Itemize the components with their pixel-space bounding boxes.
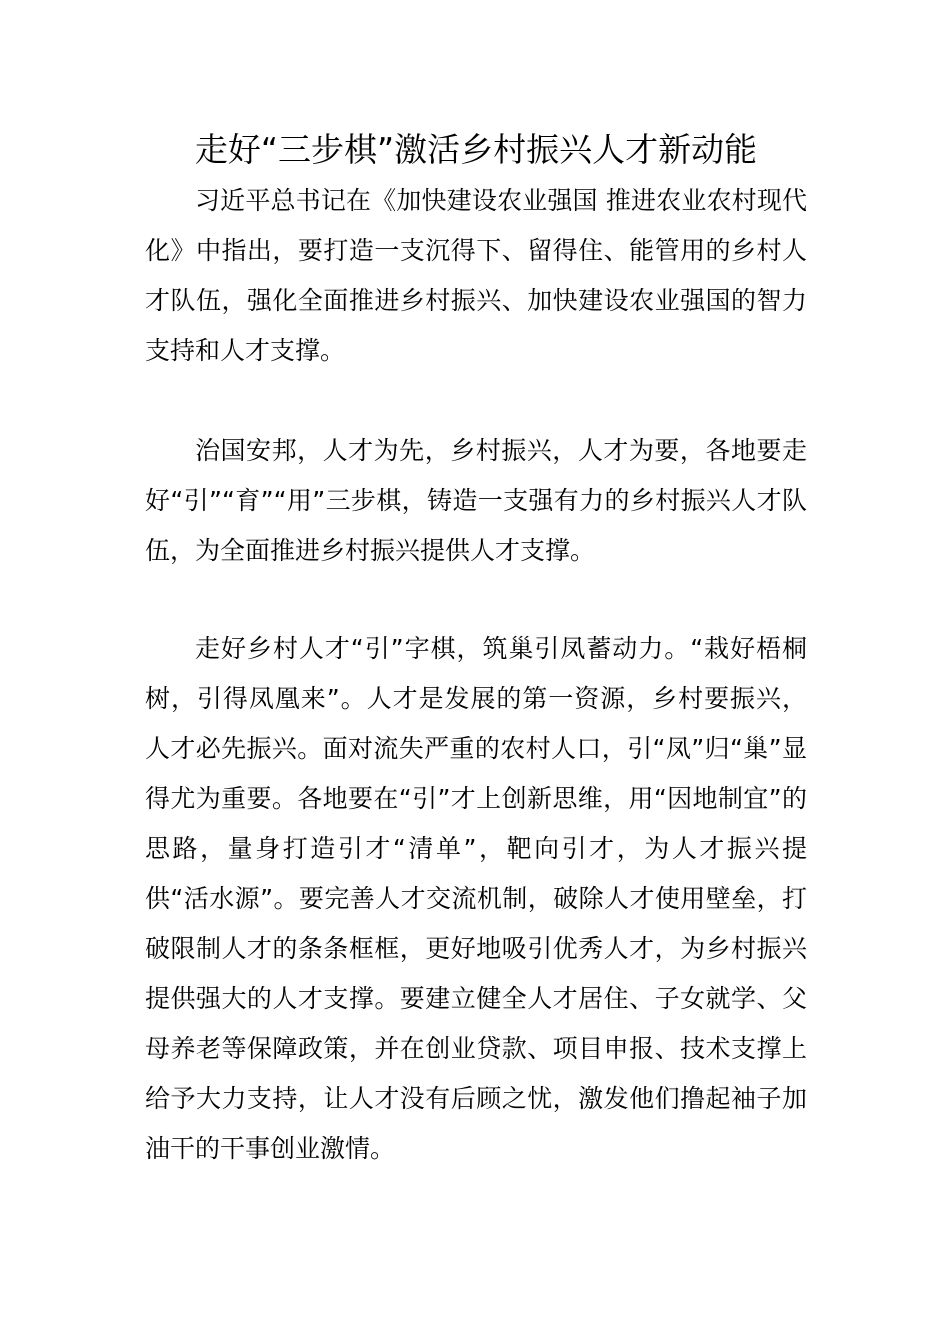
paragraph-intro: 习近平总书记在《加快建设农业强国 推进农业农村现代化》中指出，要打造一支沉得下、留得住、能管用的乡村人才队伍，强化全面推进乡村振兴、加快建设农业强国的智力支持和人才支撑。 — [145, 186, 807, 365]
document-title: 走好“三步棋”激活乡村振兴人才新动能 — [194, 130, 758, 169]
paragraph-overview: 治国安邦，人才为先，乡村振兴，人才为要，各地要走好“引”“育”“用”三步棋，铸造一支强有力的乡村振兴人才队伍，为全面推进乡村振兴提供人才支撑。 — [145, 436, 807, 565]
paragraph-attract-talent: 走好乡村人才“引”字棋，筑巢引凤蓄动力。“栽好梧桐树，引得凤凰来”。人才是发展的第一资源，乡村要振兴，人才必先振兴。面对流失严重的农村人口，引“凤”归“巢”显得尤为重要。各地要在“引”才上创新思维，用“因地制宜”的思路，量身打造引才“清单”，靶向引才，为人才振兴提供“活水源”。要完善人才交流机制，破除人才使用壁垒，打破限制人才的条条框框，更好地吸引优秀人才，为乡村振兴提供强大的人才支撑。要建立健全人才居住、子女就学、父母养老等保障政策，并在创业贷款、项目申报、技术支撑上给予大力支持，让人才没有后顾之忧，激发他们撸起袖子加油干的干事创业激情。 — [145, 634, 807, 1163]
